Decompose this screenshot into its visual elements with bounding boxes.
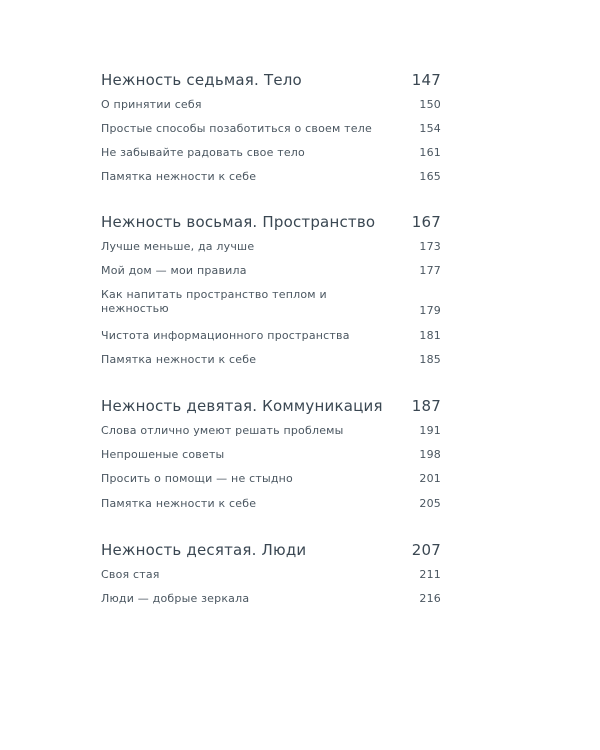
item-page-number: 177 [419, 264, 441, 277]
item-title: Памятка нежности к себе [101, 353, 257, 366]
item-title: Лучше меньше, да лучше [101, 240, 255, 253]
item-title: Памятка нежности к себе [101, 497, 257, 510]
item-page-number: 191 [419, 424, 441, 437]
item-page-number: 161 [419, 146, 441, 159]
item-page-number: 201 [419, 472, 441, 485]
item-title: Люди — добрые зеркала [101, 592, 250, 605]
item-page-number: 165 [419, 170, 441, 183]
chapter-title: Нежность седьмая. Тело [101, 71, 302, 89]
item-title: Простые способы позаботиться о своем теле [101, 122, 372, 135]
item-page-number: 211 [419, 568, 441, 581]
chapter-title: Нежность десятая. Люди [101, 541, 307, 559]
item-title: Мой дом — мои правила [101, 264, 247, 277]
item-page-number: 181 [419, 329, 441, 342]
item-page-number: 198 [419, 448, 441, 461]
item-title: Не забывайте радовать свое тело [101, 146, 305, 159]
item-title: Просить о помощи — не стыдно [101, 472, 293, 485]
item-page-number: 179 [419, 304, 441, 317]
chapter-page-number: 167 [411, 213, 441, 231]
chapter-title: Нежность девятая. Коммуникация [101, 397, 383, 415]
item-title: Как напитать пространство теплом и нежностью [101, 288, 327, 315]
item-title: О принятии себя [101, 98, 202, 111]
item-page-number: 185 [419, 353, 441, 366]
item-title: Памятка нежности к себе [101, 170, 257, 183]
chapter-page-number: 147 [411, 71, 441, 89]
item-page-number: 154 [419, 122, 441, 135]
chapter-page-number: 187 [411, 397, 441, 415]
item-title: Своя стая [101, 568, 160, 581]
item-title: Чистота информационного пространства [101, 329, 350, 342]
item-page-number: 150 [419, 98, 441, 111]
item-page-number: 216 [419, 592, 441, 605]
chapter-page-number: 207 [411, 541, 441, 559]
item-title: Слова отлично умеют решать проблемы [101, 424, 344, 437]
chapter-title: Нежность восьмая. Пространство [101, 213, 376, 231]
item-page-number: 205 [419, 497, 441, 510]
item-page-number: 173 [419, 240, 441, 253]
item-title: Непрошеные советы [101, 448, 225, 461]
